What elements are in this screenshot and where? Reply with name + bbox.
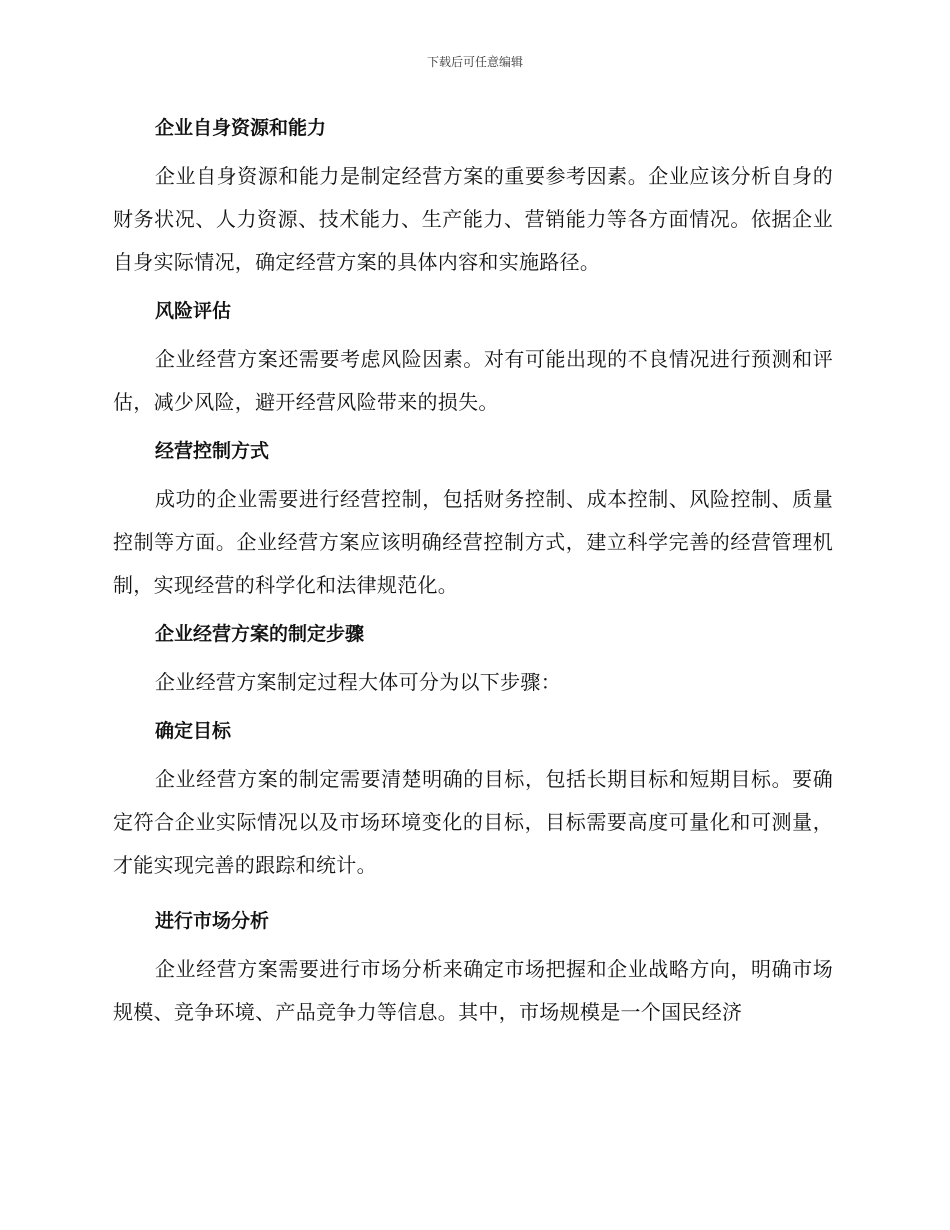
paragraph-goals: 企业经营方案的制定需要清楚明确的目标，包括长期目标和短期目标。要确定符合企业实际情况以及市场环境变化的目标，目标需要高度可量化和可测量，才能实现完善的跟踪和统计。 xyxy=(113,767,833,877)
document-body xyxy=(113,108,833,1041)
page-header: 下载后可任意编辑 xyxy=(426,55,523,69)
paragraph-control: 成功的企业需要进行经营控制，包括财务控制、成本控制、风险控制、质量控制等方面。企业经营方案应该明确经营控制方式，建立科学完善的经营管理机制，实现经营的科学化和法律规范化。 xyxy=(113,487,833,597)
paragraph-risk: 企业经营方案还需要考虑风险因素。对有可能出现的不良情况进行预测和评估，减少风险，避开经营风险带来的损失。 xyxy=(113,347,833,414)
section-heading-market: 进行市场分析 xyxy=(155,910,270,932)
section-heading-steps: 企业经营方案的制定步骤 xyxy=(155,623,365,645)
paragraph-market: 企业经营方案需要进行市场分析来确定市场把握和企业战略方向，明确市场规模、竞争环境、产品竞争力等信息。其中，市场规模是一个国民经济 xyxy=(113,957,833,1024)
section-heading-risk: 风险评估 xyxy=(155,300,232,322)
section-heading-control: 经营控制方式 xyxy=(155,440,270,462)
paragraph-resources: 企业自身资源和能力是制定经营方案的重要参考因素。企业应该分析自身的财务状况、人力资源、技术能力、生产能力、营销能力等各方面情况。依据企业自身实际情况，确定经营方案的具体内容和实施路径。 xyxy=(113,164,833,274)
section-heading-resources: 企业自身资源和能力 xyxy=(155,117,327,139)
section-heading-goals: 确定目标 xyxy=(155,720,232,742)
paragraph-steps: 企业经营方案制定过程大体可分为以下步骤： xyxy=(155,670,561,694)
